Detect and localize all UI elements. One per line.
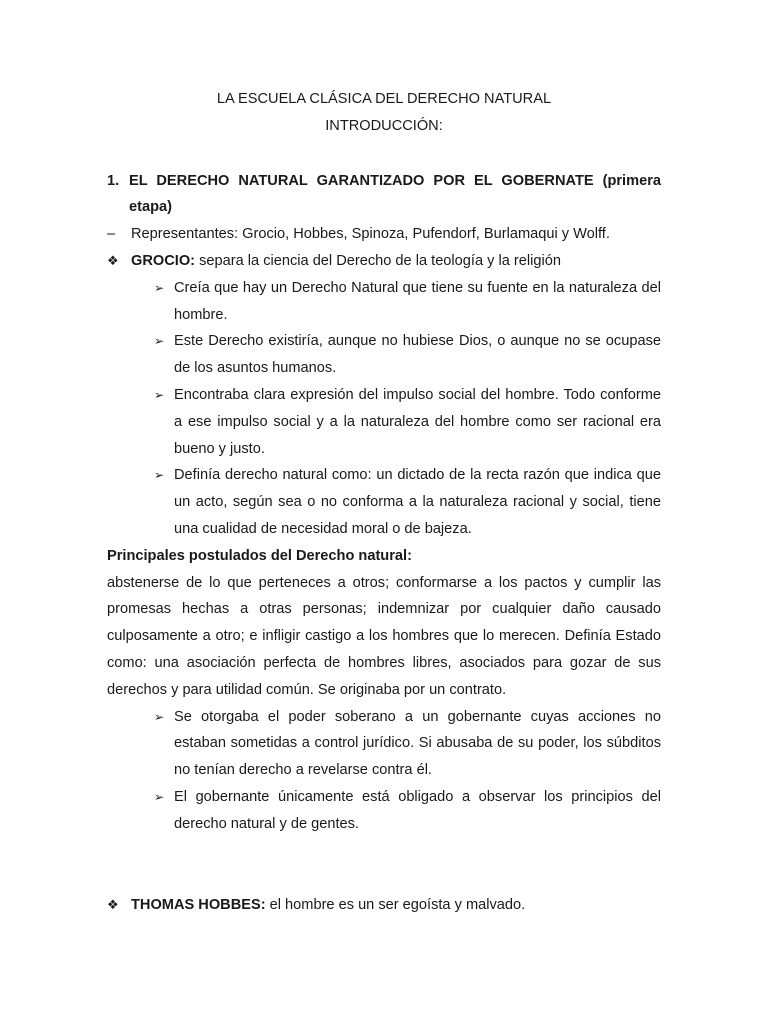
grocio-entry (107, 248, 661, 275)
representantes-text: Representantes: Grocio, Hobbes, Spinoza, Pufendorf, Burlamaqui y Wolff. (131, 226, 610, 243)
list-item-text: Encontraba clara expresión del impulso social del hombre. Todo conforme a ese impulso social y a la naturaleza del hombre como ser racional era bueno y justo. (174, 386, 661, 457)
list-item (154, 275, 661, 329)
list-item (154, 784, 661, 838)
list-item-text: El gobernante únicamente está obligado a observar los principios del derecho natural y de gentes. (174, 788, 661, 832)
postulados-paragraph: abstenerse de lo que perteneces a otros; conformarse a los pactos y cumplir las promesas hechas a otras personas; indemnizar por cualquier daño causado culposamente a otro; e infligir castigo a los hombres que lo merecen. Definía Estado como: una asociación perfecta de hombres libres, asociados para gozar de sus derechos y para utilidad común. Se originaba por un contrato. (107, 574, 661, 698)
list-item (154, 328, 661, 382)
document-subtitle: INTRODUCCIÓN: (325, 117, 443, 134)
arrow-bullet-icon: ➢ (154, 387, 165, 402)
list-item-text: Definía derecho natural como: un dictado de la recta razón que indica que un acto, según sea o no conforma a la naturaleza racional y social, tiene una cualidad de necesidad moral o de bajeza. (174, 467, 661, 537)
hobbes-text: el hombre es un ser egoísta y malvado. (265, 896, 526, 913)
list-item (154, 704, 661, 784)
section-heading (107, 168, 661, 222)
diamond-bullet-icon: ❖ (107, 252, 119, 268)
hobbes-entry (107, 892, 661, 919)
arrow-bullet-icon: ➢ (154, 709, 165, 724)
list-item-text: Creía que hay un Derecho Natural que tiene su fuente en la naturaleza del hombre. (174, 279, 661, 323)
grocio-text: separa la ciencia del Derecho de la teología y la religión (195, 252, 561, 269)
arrow-bullet-icon: ➢ (154, 334, 165, 349)
arrow-bullet-icon: ➢ (154, 468, 165, 483)
list-item-text: Este Derecho existiría, aunque no hubiese Dios, o aunque no se ocupase de los asuntos humanos. (174, 333, 661, 377)
section-heading-text: EL DERECHO NATURAL GARANTIZADO POR EL GOBERNATE (primera etapa) (129, 172, 661, 216)
representantes-line (107, 221, 661, 248)
list-item-text: Se otorgaba el poder soberano a un gobernante cuyas acciones no estaban sometidas a control jurídico. Si abusaba de su poder, los súbditos no tenían derecho a revelarse contra él. (174, 708, 661, 779)
list-item (154, 462, 661, 542)
section-number: 1. (107, 172, 120, 189)
list-item (154, 382, 661, 462)
postulados-heading: Principales postulados del Derecho natural: (107, 547, 412, 564)
dash-marker: – (107, 226, 116, 243)
arrow-bullet-icon: ➢ (154, 280, 165, 295)
grocio-name: GROCIO: (131, 252, 196, 269)
document-body (107, 86, 661, 918)
document-title: LA ESCUELA CLÁSICA DEL DERECHO NATURAL (216, 91, 552, 107)
diamond-bullet-icon: ❖ (107, 896, 119, 912)
arrow-bullet-icon: ➢ (154, 789, 165, 804)
hobbes-name: THOMAS HOBBES: (131, 896, 266, 913)
